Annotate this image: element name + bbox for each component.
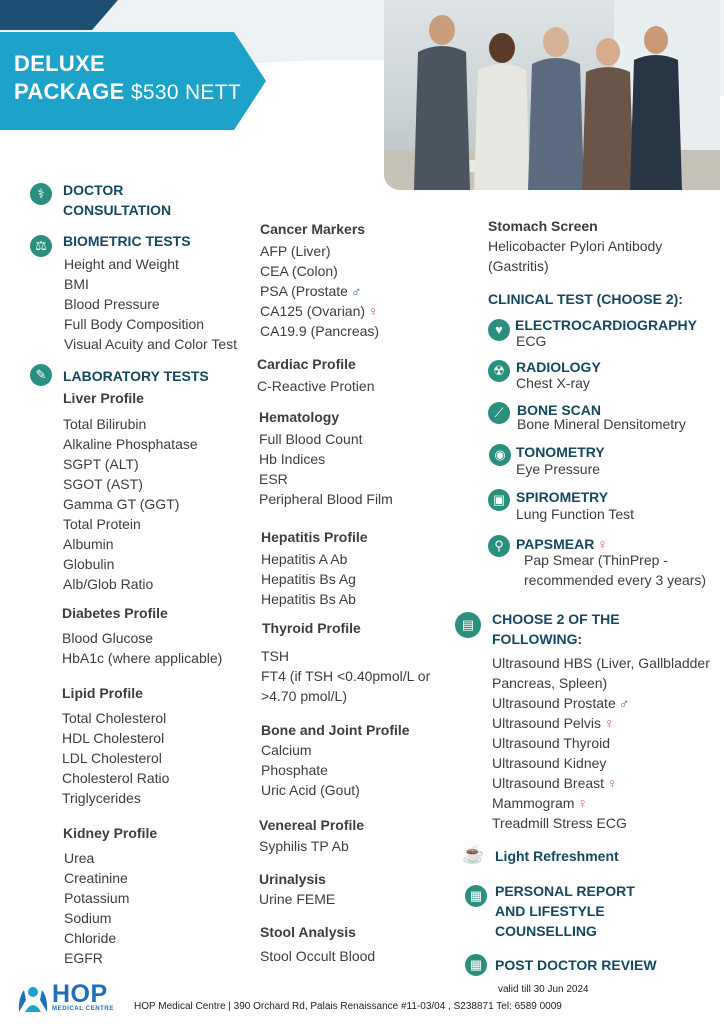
cardiac-profile-title: Cardiac Profile — [257, 356, 356, 372]
clinical-item-name: ELECTROCARDIOGRAPHY — [515, 317, 698, 333]
list-item: Stool Occult Blood — [260, 948, 376, 964]
list-item: Pancreas, Spleen) — [492, 675, 608, 691]
list-item: Treadmill Stress ECG — [492, 815, 627, 831]
female-symbol-icon: ♀ — [603, 715, 615, 731]
swab-icon: ⚲ — [488, 535, 510, 557]
hematology-list — [259, 429, 393, 509]
clinical-item-name: RADIOLOGY — [516, 359, 601, 375]
list-item: Blood Glucose — [62, 630, 154, 646]
list-item: Potassium — [64, 890, 130, 906]
list-item: Hepatitis Bs Ag — [261, 571, 356, 587]
hepatitis-profile-title: Hepatitis Profile — [261, 529, 368, 545]
list-item: Alkaline Phosphatase — [63, 436, 198, 452]
list-item: Peripheral Blood Film — [259, 491, 393, 507]
clinical-item-desc: ECG — [516, 333, 547, 349]
clinical-item-name: TONOMETRY — [516, 444, 605, 460]
list-item: Triglycerides — [62, 790, 141, 806]
list-item: Full Blood Count — [259, 431, 363, 447]
thyroid-profile-title: Thyroid Profile — [262, 620, 361, 636]
stool-analysis-list — [260, 946, 375, 966]
list-item: TSH — [261, 648, 289, 664]
stool-analysis-title: Stool Analysis — [260, 924, 356, 940]
clinical-item-name: BONE SCAN — [517, 402, 602, 418]
hepatitis-profile-list — [261, 549, 356, 609]
list-item: C-Reactive Protien — [257, 378, 375, 394]
list-item: EGFR — [64, 950, 103, 966]
list-item: CEA (Colon) — [260, 263, 338, 279]
validity-date: valid till 30 Jun 2024 — [498, 984, 589, 995]
list-item: Urea — [64, 850, 95, 866]
list-item: Ultrasound Kidney — [492, 755, 607, 771]
list-item: Blood Pressure — [64, 296, 160, 312]
clinical-item-desc: Lung Function Test — [516, 506, 635, 522]
papsmear-desc: Pap Smear (ThinPrep - recommended every 3 years) — [524, 552, 707, 588]
female-symbol-icon: ♀ — [597, 536, 608, 552]
diabetes-profile-list — [62, 628, 222, 668]
list-item: Uric Acid (Gout) — [261, 782, 360, 798]
urinalysis-list — [259, 889, 335, 909]
kidney-profile-title: Kidney Profile — [63, 825, 158, 841]
list-item: (Gastritis) — [488, 258, 549, 274]
title-line1: DELUXE — [14, 51, 106, 76]
scale-icon: ⚖ — [30, 235, 52, 257]
list-item: AFP (Liver) — [260, 243, 331, 259]
cancer-markers-title: Cancer Markers — [260, 221, 366, 237]
clinical-item-name: SPIROMETRY — [516, 489, 609, 505]
list-item: ESR — [259, 471, 288, 487]
venereal-profile-list — [259, 836, 349, 856]
title-line2: PACKAGE — [14, 79, 125, 104]
list-item: Full Body Composition — [64, 316, 205, 332]
list-item: Helicobacter Pylori Antibody — [488, 238, 663, 254]
list-item: Sodium — [64, 910, 112, 926]
team-photo — [384, 0, 720, 190]
list-item: Ultrasound Prostate ♂ — [492, 695, 630, 711]
kidney-profile-list — [64, 848, 129, 968]
list-item: PSA (Prostate ♂ — [260, 283, 362, 299]
list-item: Ultrasound Thyroid — [492, 735, 611, 751]
review-icon: ▦ — [465, 954, 487, 976]
list-item: LDL Cholesterol — [62, 750, 162, 766]
report-icon: ▦ — [465, 885, 487, 907]
list-item: Ultrasound Breast ♀ — [492, 775, 618, 791]
hop-logo — [14, 982, 120, 1016]
list-item: Globulin — [63, 556, 115, 572]
clinic-address: HOP Medical Centre | 390 Orchard Rd, Palais Renaissance #11-03/04 , S238871 Tel: 6589 0009 — [134, 1001, 562, 1012]
male-symbol-icon: ♂ — [350, 283, 362, 299]
list-item: Hepatitis A Ab — [261, 551, 348, 567]
stethoscope-icon: ⚕ — [30, 183, 52, 205]
lipid-profile-title: Lipid Profile — [62, 685, 143, 701]
bone-joint-profile-list — [261, 740, 360, 800]
liver-profile-list — [63, 414, 198, 594]
list-item: Height and Weight — [64, 256, 179, 272]
choose-2-list — [492, 653, 710, 833]
light-refreshment: Light Refreshment — [495, 848, 619, 864]
list-item: Gamma GT (GGT) — [63, 496, 180, 512]
male-symbol-icon: ♂ — [618, 695, 630, 711]
cancer-markers-list — [260, 241, 379, 341]
list-item: HbA1c (where applicable) — [62, 650, 223, 666]
list-item: Total Bilirubin — [63, 416, 147, 432]
bone-icon: ⟋ — [488, 402, 510, 424]
list-item: Mammogram ♀ — [492, 795, 588, 811]
list-item: Calcium — [261, 742, 312, 758]
list-item: CA125 (Ovarian) ♀ — [260, 303, 379, 319]
clinical-test-heading: CLINICAL TEST (CHOOSE 2): — [488, 291, 683, 307]
cardiac-profile-list — [257, 376, 375, 396]
diabetes-profile-title: Diabetes Profile — [62, 605, 168, 621]
list-item: Visual Acuity and Color Test — [64, 336, 238, 352]
list-item: Chloride — [64, 930, 117, 946]
lipid-profile-list — [62, 708, 169, 808]
eye-icon: ◉ — [489, 444, 511, 466]
female-symbol-icon: ♀ — [577, 795, 588, 811]
logo-subtitle: MEDICAL CENTRE — [52, 1006, 114, 1012]
clinical-item-desc: Bone Mineral Densitometry — [517, 416, 686, 432]
biometric-heading: BIOMETRIC TESTS — [63, 233, 191, 249]
female-symbol-icon: ♀ — [368, 303, 379, 319]
list-item: Total Cholesterol — [62, 710, 167, 726]
radiation-icon: ☢ — [488, 360, 510, 382]
stomach-screen-title: Stomach Screen — [488, 218, 598, 234]
choose-2-heading: CHOOSE 2 OF THE FOLLOWING: — [492, 611, 620, 647]
list-item: Hb Indices — [259, 451, 326, 467]
list-item: SGPT (ALT) — [63, 456, 139, 472]
bone-joint-profile-title: Bone and Joint Profile — [261, 722, 410, 738]
laboratory-heading: LABORATORY TESTS — [63, 368, 209, 384]
list-item: Cholesterol Ratio — [62, 770, 170, 786]
list-item: Urine FEME — [259, 891, 336, 907]
list-item: HDL Cholesterol — [62, 730, 165, 746]
ultrasound-machine-icon: ▤ — [455, 612, 481, 638]
list-item: CA19.9 (Pancreas) — [260, 323, 380, 339]
stomach-screen-list — [488, 236, 662, 276]
liver-profile-title: Liver Profile — [63, 390, 144, 406]
syringe-icon: ✎ — [30, 364, 52, 386]
doctor-consultation-heading: DOCTOR CONSULTATION — [63, 182, 172, 218]
clinical-item-desc: Eye Pressure — [516, 461, 601, 477]
list-item: >4.70 pmol/L) — [261, 688, 347, 704]
spirometer-icon: ▣ — [488, 489, 510, 511]
list-item: Alb/Glob Ratio — [63, 576, 154, 592]
list-item: Phosphate — [261, 762, 328, 778]
clinical-item-desc: Chest X-ray — [516, 375, 590, 391]
package-price: $530 NETT — [130, 81, 241, 104]
hematology-title: Hematology — [259, 409, 340, 425]
thyroid-profile-list — [261, 646, 430, 706]
list-item: BMI — [64, 276, 89, 292]
list-item: Ultrasound Pelvis ♀ — [492, 715, 615, 731]
papsmear-name: PAPSMEAR ♀ — [516, 536, 608, 552]
package-title — [14, 50, 241, 107]
list-item: SGOT (AST) — [63, 476, 143, 492]
hands-logo-icon — [16, 984, 50, 1014]
list-item: Total Protein — [63, 516, 141, 532]
list-item: Hepatitis Bs Ab — [261, 591, 356, 607]
list-item: Albumin — [63, 536, 114, 552]
list-item: Syphilis TP Ab — [259, 838, 349, 854]
logo-name: HOP — [52, 980, 108, 1008]
heart-icon: ♥ — [488, 319, 510, 341]
refreshment-icon: ☕ — [462, 844, 485, 864]
biometric-list — [64, 254, 237, 354]
list-item: FT4 (if TSH <0.40pmol/L or — [261, 668, 431, 684]
list-item: Ultrasound HBS (Liver, Gallbladder — [492, 655, 710, 671]
personal-report-heading: PERSONAL REPORT AND LIFESTYLE COUNSELLING — [495, 883, 635, 939]
post-doctor-review: POST DOCTOR REVIEW — [495, 957, 657, 973]
female-symbol-icon: ♀ — [607, 775, 618, 791]
urinalysis-title: Urinalysis — [259, 871, 326, 887]
venereal-profile-title: Venereal Profile — [259, 817, 365, 833]
list-item: Creatinine — [64, 870, 128, 886]
